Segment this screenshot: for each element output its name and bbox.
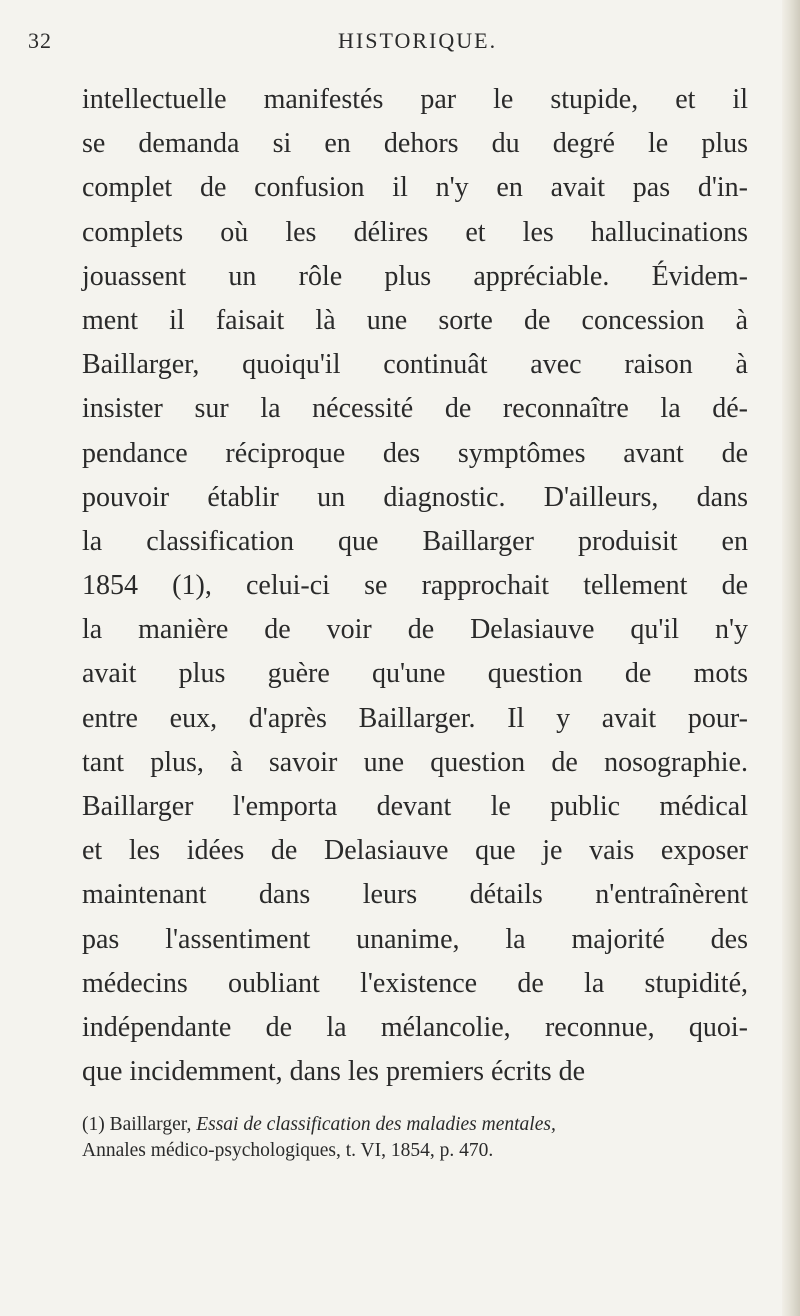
text-line: insister sur la nécessité de reconnaître la dé-: [82, 393, 748, 425]
text-line: complets où les délires et les hallucinations: [82, 216, 748, 248]
text-line: pas l'assentiment unanime, la majorité des: [82, 923, 748, 955]
page-edge: [782, 0, 800, 1316]
text-line: 1854 (1), celui-ci se rapprochait tellement de: [82, 570, 748, 602]
footnote-line-1: [82, 1112, 762, 1138]
footnote-title: Essai de classification des maladies mentales,: [196, 1114, 556, 1135]
text-line: Baillarger, quoiqu'il continuât avec raison à: [82, 349, 748, 381]
body-text: [82, 78, 748, 1094]
text-line: pendance réciproque des symptômes avant de: [82, 437, 748, 469]
footnote: [82, 1112, 762, 1164]
text-line: la classification que Baillarger produisit en: [82, 525, 748, 557]
text-line: médecins oubliant l'existence de la stupidité,: [82, 967, 748, 999]
text-line: tant plus, à savoir une question de nosographie.: [82, 746, 748, 778]
text-line: avait plus guère qu'une question de mots: [82, 658, 748, 690]
text-line: complet de confusion il n'y en avait pas d'in-: [82, 172, 748, 204]
text-line: jouassent un rôle plus appréciable. Évidem-: [82, 260, 748, 292]
text-line: intellectuelle manifestés par le stupide, et il: [82, 84, 748, 115]
text-line: entre eux, d'après Baillarger. Il y avait pour-: [82, 702, 748, 734]
page-number: 32: [28, 28, 52, 53]
text-line: indépendante de la mélancolie, reconnue, quoi-: [82, 1011, 748, 1043]
page-header: [0, 28, 800, 58]
text-line: Baillarger l'emporta devant le public médical: [82, 791, 748, 822]
footnote-line-2: Annales médico-psychologiques, t. VI, 1854, p. 470.: [82, 1140, 494, 1161]
text-line: ment il faisait là une sorte de concession à: [82, 304, 748, 336]
footnote-citation: (1) Baillarger,: [82, 1114, 197, 1135]
running-head: HISTORIQUE.: [338, 28, 498, 53]
text-line: pouvoir établir un diagnostic. D'ailleurs, dans: [82, 481, 748, 513]
text-line: la manière de voir de Delasiauve qu'il n'y: [82, 614, 748, 646]
text-line: maintenant dans leurs détails n'entraînèrent: [82, 879, 748, 911]
text-line: et les idées de Delasiauve que je vais exposer: [82, 835, 748, 867]
text-line: que incidemment, dans les premiers écrits de: [82, 1056, 586, 1088]
text-line: se demanda si en dehors du degré le plus: [82, 128, 748, 160]
